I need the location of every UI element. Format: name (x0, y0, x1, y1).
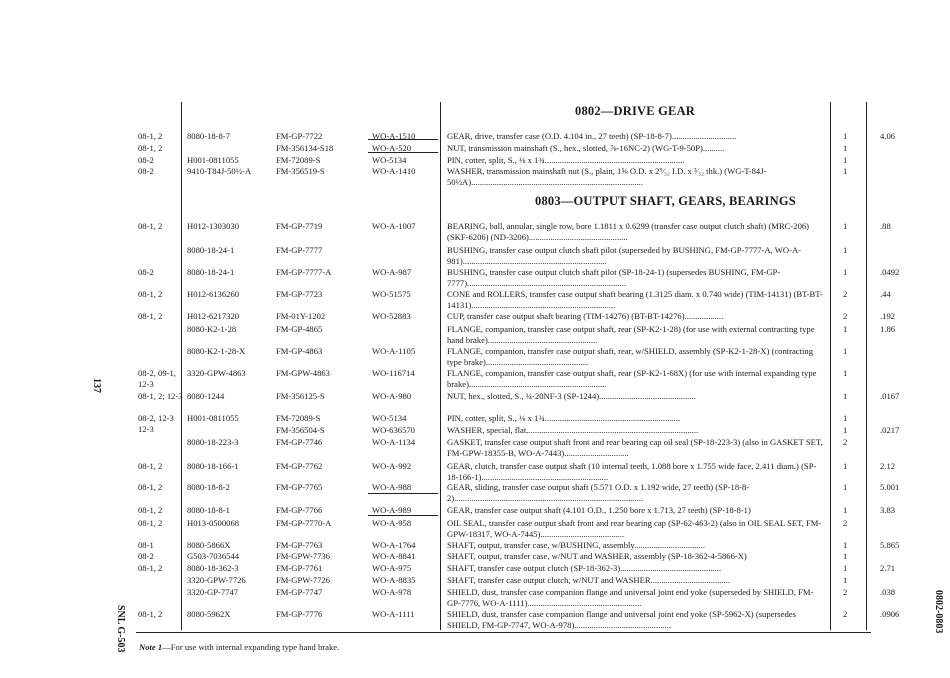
description-cell: FLANGE, companion, transfer case output shaft, rear, w/SHIELD, assembly (SP-K2-1-28-X) (contracting type brake)................................................ (447, 346, 813, 367)
wo-number-cell: WO-636570 (372, 425, 415, 435)
price-cell: .038 (880, 587, 896, 597)
ref-cell: 08-2, 09-1, 12-3 (138, 368, 176, 389)
part-number-cell: H012-6217320 (187, 311, 240, 321)
fm-number-cell: FM-GP-7763 (276, 540, 323, 550)
quantity-cell: 1 (843, 221, 848, 231)
part-number-cell: 3320-GP-7747 (187, 587, 239, 597)
quantity-cell: 1 (843, 505, 848, 515)
ref-cell: 08-1, 2; 12-3 (138, 391, 183, 401)
ref-cell: 08-1, 2 (138, 221, 163, 231)
fm-number-cell: FM-GPW-4863 (276, 368, 330, 378)
price-cell: .88 (880, 221, 891, 231)
part-number-cell: 8080-18-24-1 (187, 267, 235, 277)
quantity-cell: 1 (843, 245, 848, 255)
ref-cell: 08-1, 2 (138, 609, 163, 619)
quantity-cell: 2 (843, 437, 848, 447)
fm-number-cell: FM-72089-S (276, 155, 321, 165)
fm-number-cell: FM-GP-7766 (276, 505, 323, 515)
wo-number-cell: WO-A-8841 (372, 551, 416, 561)
fm-number-cell: FM-GP-7777-A (276, 267, 332, 277)
wo-number-cell: WO-A-978 (372, 587, 412, 597)
description-cell: SHIELD, dust, transfer case companion flange and universal joint end yoke (SP-5962-X) (supersedes SHIELD, FM-GP-7747, WO-A-978)............................................. (447, 609, 796, 630)
wo-number-cell: WO-5134 (372, 155, 407, 165)
description-cell: GASKET, transfer case output shaft front and rear bearing cap oil seal (SP-18-223-3) (also in GASKET SET, FM-GPW-18355-B, WO-A-7443).............................. (447, 437, 823, 458)
description-cell: BEARING, ball, annular, single row, bore 1.1811 x 0.6299 (transfer case output clutch shaft) (MRC-206) (SKF-6206) (ND-3206).............................................. (447, 221, 810, 242)
description-cell: CONE and ROLLERS, transfer case output shaft bearing (1.3125 diam. x 0.740 wide) (TIM-14131) (BT-BT-14131)................................................................... (447, 289, 823, 310)
price-cell: 2.71 (880, 563, 896, 573)
quantity-cell: 1 (843, 391, 848, 401)
fm-number-cell: FM-GP-4865 (276, 324, 323, 334)
description-cell: FLANGE, companion, transfer case output shaft, rear (SP-K2-1-28) (for use with external contracting type hand brake)................................................... (447, 324, 815, 345)
wo-number-cell: WO-5134 (372, 413, 407, 423)
quantity-cell: 2 (843, 289, 848, 299)
group-range: 0802-0803 (933, 590, 944, 634)
ref-cell: 08-2 (138, 551, 154, 561)
quantity-cell: 1 (843, 540, 848, 550)
description-cell: PIN, cotter, split, S., ⅛ x 1¾................................................................. (447, 155, 685, 165)
part-number-cell: 8080-1244 (187, 391, 225, 401)
wo-number-cell: WO-A-987 (372, 267, 412, 277)
wo-number-cell: WO-A-1134 (372, 437, 416, 447)
ref-cell: 08-1, 2 (138, 482, 163, 492)
quantity-cell: 1 (843, 575, 848, 585)
part-number-cell: 8080-18-8-2 (187, 482, 230, 492)
description-cell: NUT, transmission mainshaft (S., hex., slotted, ⅞-16NC-2) (WG-T-9-50P).......... (447, 143, 725, 153)
fm-number-cell: FM-GP-7762 (276, 461, 323, 471)
price-cell: 5.001 (880, 482, 900, 492)
wo-number-cell: WO-A-1510 (372, 131, 416, 141)
fm-number-cell: FM-72089-S (276, 413, 321, 423)
wo-number-cell: WO-A-1410 (372, 166, 416, 176)
page-number: 137 (91, 378, 102, 393)
price-cell: 2.12 (880, 461, 896, 471)
fm-number-cell: FM-GP-7765 (276, 482, 323, 492)
part-number-cell: 3320-GPW-7726 (187, 575, 246, 585)
ref-cell: 08-1, 2 (138, 461, 163, 471)
quantity-cell: 1 (843, 143, 848, 153)
ref-cell: 08-1, 2 (138, 505, 163, 515)
quantity-cell: 1 (843, 155, 848, 165)
description-cell: NUT, hex., slotted, S., ¾-20NF-3 (SP-1244)............................................. (447, 391, 696, 401)
price-cell: 5.865 (880, 540, 900, 550)
part-number-cell: 8080-18-8-7 (187, 131, 230, 141)
price-cell: 3.83 (880, 505, 896, 515)
quantity-cell: 2 (843, 609, 848, 619)
description-cell: GEAR, transfer case output shaft (4.101 O.D., 1.250 bore x 1.713, 27 teeth) (SP-18-8-1) (447, 505, 751, 515)
price-cell: .0492 (880, 267, 900, 277)
wo-number-cell: WO-A-8835 (372, 575, 416, 585)
wo-number-cell: WO-A-1764 (372, 540, 416, 550)
wo-number-cell: WO-51575 (372, 289, 411, 299)
description-cell: SHAFT, transfer case output clutch, w/NUT and WASHER..................................... (447, 575, 731, 585)
ref-cell: 08-1, 2 (138, 563, 163, 573)
price-cell: 1.86 (880, 324, 896, 334)
wo-number-cell: WO-116714 (372, 368, 415, 378)
column-rule-description-right (830, 102, 831, 630)
part-number-cell: G503-7036544 (187, 551, 240, 561)
quantity-cell: 1 (843, 461, 848, 471)
part-number-cell: 8080-18-166-1 (187, 461, 239, 471)
footnote-label: Note 1 (139, 642, 163, 652)
ref-cell: 08-2 (138, 166, 154, 176)
description-cell: SHAFT, transfer case output clutch (SP-18-362-3)............................................... (447, 563, 722, 573)
description-cell: GEAR, drive, transfer case (O.D. 4.104 in., 27 teeth) (SP-18-8-7).............................. (447, 131, 737, 141)
wo-underline (368, 493, 438, 494)
wo-number-cell: WO-A-989 (372, 505, 412, 515)
wo-number-cell: WO-A-958 (372, 518, 412, 528)
part-number-cell: 8080-18-24-1 (187, 245, 235, 255)
wo-number-cell: WO-A-1105 (372, 346, 416, 356)
description-cell: PIN, cotter, split, S., ⅛ x 1¾............................................................... (447, 413, 681, 423)
quantity-cell: 1 (843, 413, 848, 423)
price-cell: .0906 (880, 609, 900, 619)
description-cell: GEAR, clutch, transfer case output shaft (10 internal teeth, 1.088 bore x 1.755 wide face, 2.411 diam.) (SP-18-166-1)........................................................... (447, 461, 817, 482)
fm-number-cell: FM-356125-S (276, 391, 325, 401)
fm-number-cell: FM-GP-7777 (276, 245, 323, 255)
quantity-cell: 2 (843, 587, 848, 597)
quantity-cell: 1 (843, 482, 848, 492)
quantity-cell: 1 (843, 324, 848, 334)
part-number-cell: H012-6136260 (187, 289, 240, 299)
part-number-cell: 8080-5866X (187, 540, 231, 550)
wo-number-cell: WO-A-980 (372, 391, 412, 401)
fm-number-cell: FM-GP-7719 (276, 221, 323, 231)
price-cell: .192 (880, 311, 896, 321)
wo-number-cell: WO-A-988 (372, 482, 412, 492)
ref-cell: 08-1, 2 (138, 518, 163, 528)
ref-cell: 08-1, 2 (138, 311, 163, 321)
fm-number-cell: FM-GP-4863 (276, 346, 323, 356)
quantity-cell: 1 (843, 166, 848, 176)
fm-number-cell: FM-GP-7761 (276, 563, 323, 573)
part-number-cell: H013-0500068 (187, 518, 240, 528)
part-number-cell: 8080-18-223-3 (187, 437, 239, 447)
fm-number-cell: FM-356134-S18 (276, 143, 334, 153)
part-number-cell: 8080-18-8-1 (187, 505, 230, 515)
quantity-cell: 1 (843, 267, 848, 277)
quantity-cell: 1 (843, 425, 848, 435)
quantity-cell: 2 (843, 311, 848, 321)
description-cell: BUSHING, transfer case output clutch shaft pilot (SP-18-24-1) (supersedes BUSHING, FM-GP-7777).......................................................................... (447, 267, 781, 288)
part-number-cell: 8080-5962X (187, 609, 231, 619)
section-title: 0802—DRIVE GEAR (575, 104, 696, 118)
description-cell: CUP, transfer case output shaft bearing (TIM-14276) (BT-BT-14276).................. (447, 311, 724, 321)
description-cell: SHAFT, output, transfer case, w/BUSHING, assembly................................. (447, 540, 706, 550)
fm-number-cell: FM-356504-S (276, 425, 325, 435)
price-cell: .44 (880, 289, 891, 299)
part-number-cell: H001-0811055 (187, 413, 239, 423)
ref-cell: 08-1, 2 (138, 143, 163, 153)
price-cell: .0167 (880, 391, 900, 401)
footer-rule (136, 632, 871, 633)
description-cell: BUSHING, transfer case output clutch shaft pilot (superseded by BUSHING, FM-GP-7777-A, WO-A-981)................................................................... (447, 245, 802, 266)
fm-number-cell: FM-GPW-7736 (276, 551, 330, 561)
fm-number-cell: FM-GP-7776 (276, 609, 323, 619)
wo-number-cell: WO-A-992 (372, 461, 412, 471)
column-rule-qty-right (866, 102, 867, 630)
description-cell: GEAR, sliding, transfer case output shaft (5.571 O.D. x 1.192 wide, 27 teeth) (SP-18-8-2)........................................................................................ (447, 482, 750, 503)
description-cell: OIL SEAL, transfer case output shaft front and rear bearing cap (SP-62-463-2) (also in OIL SEAL SET, FM-GPW-18317, WO-A-7445)....................................... (447, 518, 822, 539)
fm-number-cell: FM-GP-7723 (276, 289, 323, 299)
fm-number-cell: FM-GP-7770-A (276, 518, 332, 528)
section-title: 0803—OUTPUT SHAFT, GEARS, BEARINGS (535, 194, 796, 208)
document-code: SNL G-503 (115, 605, 126, 653)
part-number-cell: 9410-T84J-50½-A (187, 166, 252, 176)
ref-cell: 08-1, 2 (138, 289, 163, 299)
description-cell: FLANGE, companion, transfer case output shaft, rear (SP-K2-1-68X) (for use with internal expanding type brake)................................................................ (447, 368, 817, 389)
footnote (139, 642, 339, 652)
part-number-cell: H001-0811055 (187, 155, 239, 165)
fm-number-cell: FM-GP-7747 (276, 587, 323, 597)
fm-number-cell: FM-GP-7746 (276, 437, 323, 447)
part-number-cell: H012-1303030 (187, 221, 240, 231)
fm-number-cell: FM-GP-7722 (276, 131, 323, 141)
ref-cell: 08-1, 2 (138, 131, 163, 141)
ref-cell: 08-1 (138, 540, 154, 550)
part-number-cell: 8080-K2-1-28-X (187, 346, 246, 356)
wo-number-cell: WO-52883 (372, 311, 411, 321)
quantity-cell: 1 (843, 368, 848, 378)
quantity-cell: 1 (843, 131, 848, 141)
price-cell: 4.06 (880, 131, 896, 141)
fm-number-cell: FM-356519-S (276, 166, 325, 176)
description-cell: SHIELD, dust, transfer case companion flange and universal joint end yoke (superseded by SHIELD, FM-GP-7776, WO-A-1111)..................................................... (447, 587, 814, 608)
fm-number-cell: FM-01Y-1202 (276, 311, 326, 321)
footnote-text: —For use with internal expanding type hand brake. (162, 642, 340, 652)
description-cell: WASHER, transmission mainshaft nut (S., plain, 1⅝ O.D. x 2⁹⁄₃₂ I.D. x ³⁄₃₂ thk.) (WG-T-84J-50½A)................................................................................ (447, 166, 767, 187)
part-number-cell: 3320-GPW-4863 (187, 368, 246, 378)
price-cell: .0217 (880, 425, 900, 435)
column-rule-description-left (440, 102, 441, 630)
wo-number-cell: WO-A-1007 (372, 221, 416, 231)
part-number-cell: 8080-K2-1-28 (187, 324, 237, 334)
ref-cell: 08-2 (138, 155, 154, 165)
ref-cell: 08-2, 12-3 12-3 (138, 413, 174, 434)
wo-number-cell: WO-A-520 (372, 143, 412, 153)
ref-cell: 08-2 (138, 267, 154, 277)
fm-number-cell: FM-GPW-7726 (276, 575, 330, 585)
wo-number-cell: WO-A-1111 (372, 609, 415, 619)
quantity-cell: 2 (843, 518, 848, 528)
wo-number-cell: WO-A-975 (372, 563, 412, 573)
description-cell: WASHER, special, flat................................................................................ (447, 425, 699, 435)
quantity-cell: 1 (843, 551, 848, 561)
description-cell: SHAFT, output, transfer case, w/NUT and WASHER, assembly (SP-18-362-4-5866-X) (447, 551, 747, 561)
quantity-cell: 1 (843, 346, 848, 356)
quantity-cell: 1 (843, 563, 848, 573)
part-number-cell: 8080-18-362-3 (187, 563, 239, 573)
